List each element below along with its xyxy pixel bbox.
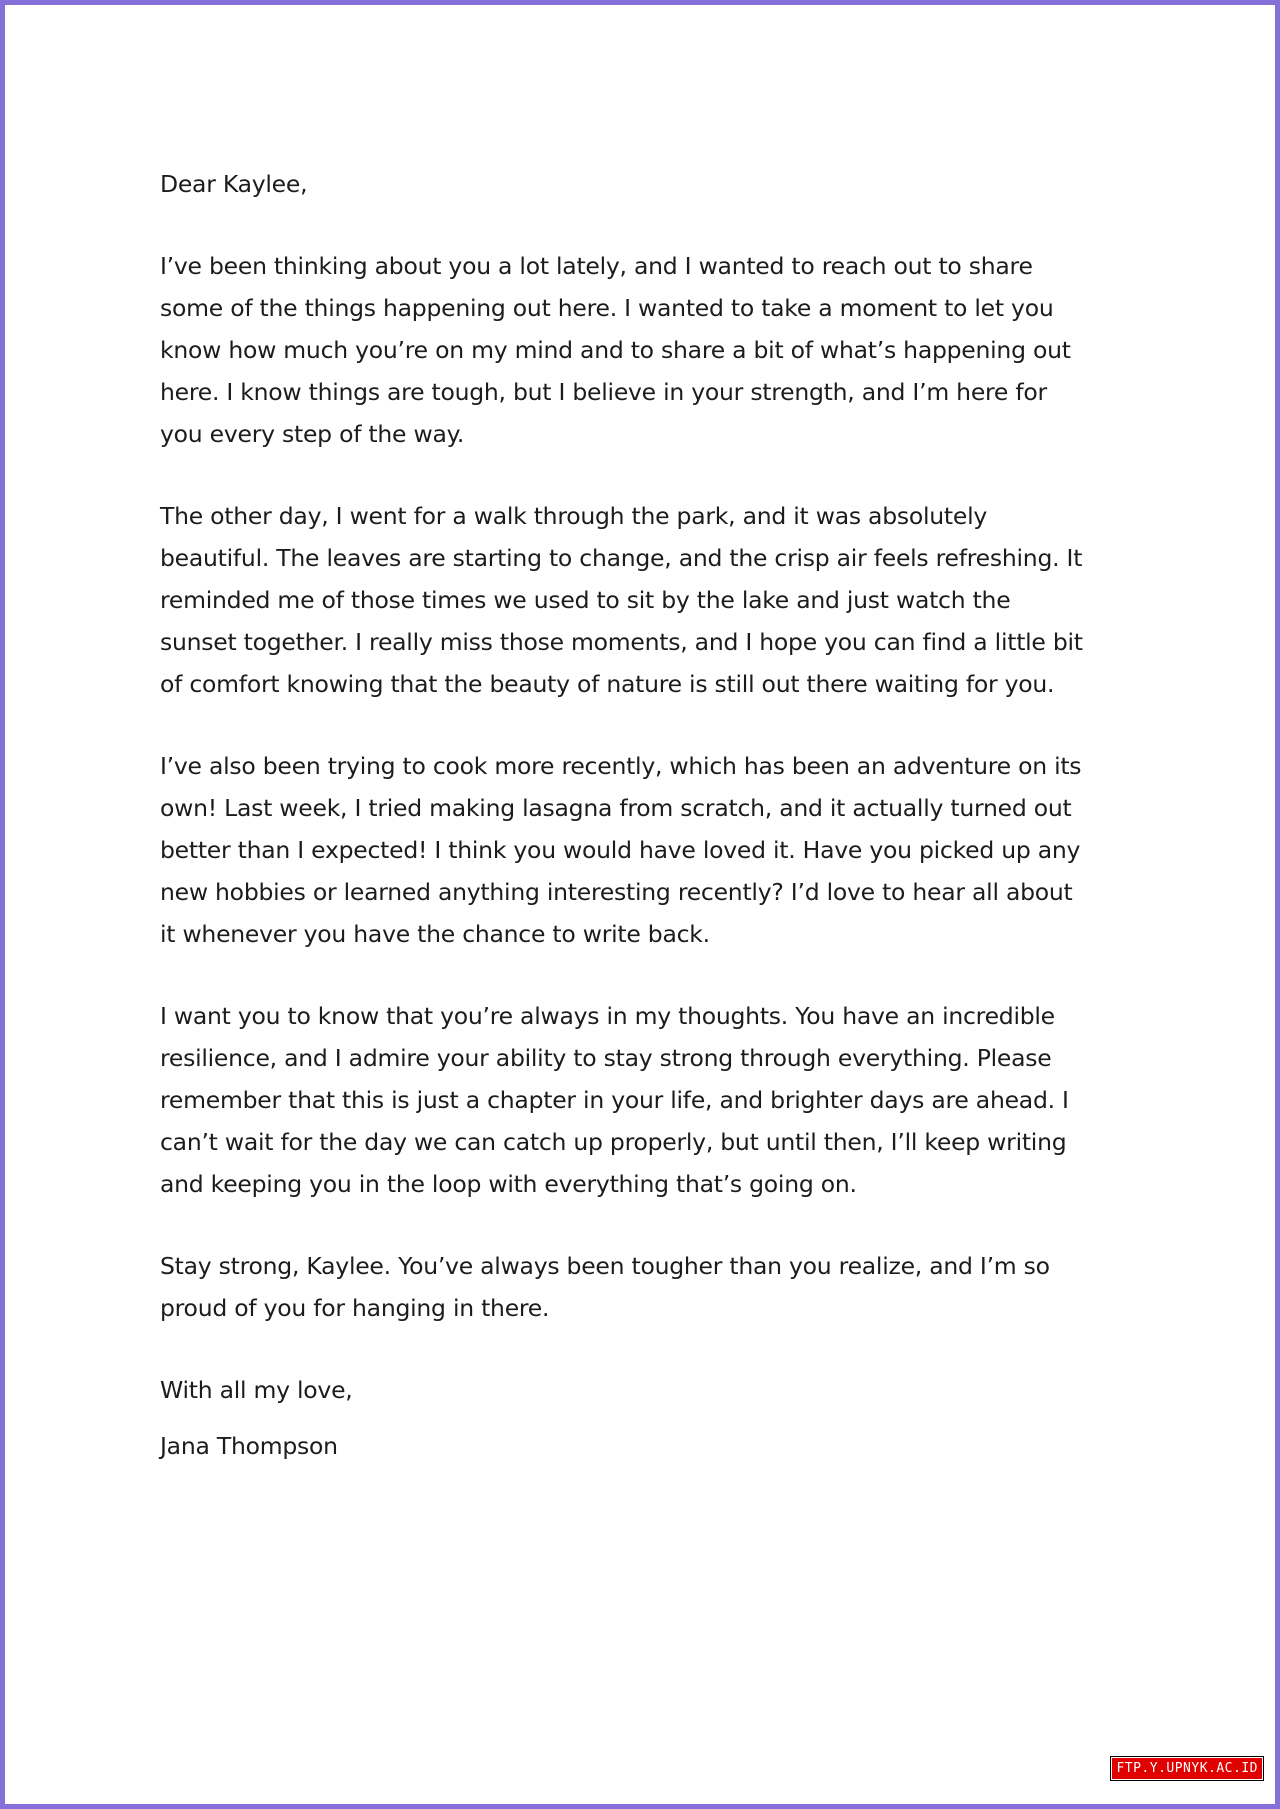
paragraph-line: can’t wait for the day we can catch up properly, but until then, I’ll keep writing [160,1128,1067,1156]
paragraph-4 [160,995,1160,1205]
paragraph-line: you every step of the way. [160,420,465,448]
paragraph-line: resilience, and I admire your ability to stay strong through everything. Please [160,1044,1052,1072]
paragraph-line: know how much you’re on my mind and to share a bit of what’s happening out [160,336,1071,364]
paragraph-line: some of the things happening out here. I wanted to take a moment to let you [160,294,1054,322]
signature-text: Jana Thompson [160,1432,338,1460]
paragraph-line: sunset together. I really miss those moments, and I hope you can find a little bit [160,628,1083,656]
paragraph-line: reminded me of those times we used to sit by the lake and just watch the [160,586,1011,614]
paragraph-line: I want you to know that you’re always in my thoughts. You have an incredible [160,1002,1055,1030]
paragraph-line: of comfort knowing that the beauty of nature is still out there waiting for you. [160,670,1055,698]
paragraph-line: I’ve been thinking about you a lot lately, and I wanted to reach out to share [160,252,1033,280]
closing [160,1369,1160,1411]
paragraph-line: The other day, I went for a walk through the park, and it was absolutely [160,502,988,530]
paragraph-line: new hobbies or learned anything interesting recently? I’d love to hear all about [160,878,1073,906]
paragraph-2 [160,495,1160,705]
paragraph-line: own! Last week, I tried making lasagna from scratch, and it actually turned out [160,794,1072,822]
letter-body [160,163,1160,1467]
watermark-badge: FTP.Y.UPNYK.AC.ID [1111,1757,1263,1780]
salutation-text: Dear Kaylee, [160,170,308,198]
paragraph-line: better than I expected! I think you would have loved it. Have you picked up any [160,836,1081,864]
paragraph-line: and keeping you in the loop with everything that’s going on. [160,1170,857,1198]
paragraph-line: remember that this is just a chapter in your life, and brighter days are ahead. I [160,1086,1069,1114]
signature [160,1425,1160,1467]
paragraph-line: here. I know things are tough, but I believe in your strength, and I’m here for [160,378,1047,406]
paragraph-1 [160,245,1160,455]
closing-text: With all my love, [160,1376,353,1404]
paragraph-line: it whenever you have the chance to write back. [160,920,710,948]
salutation [160,163,1160,205]
paragraph-3 [160,745,1160,955]
paragraph-line: proud of you for hanging in there. [160,1294,550,1322]
paragraph-line: I’ve also been trying to cook more recently, which has been an adventure on its [160,752,1082,780]
paragraph-line: beautiful. The leaves are starting to change, and the crisp air feels refreshing. It [160,544,1083,572]
paragraph-5 [160,1245,1160,1329]
paragraph-line: Stay strong, Kaylee. You’ve always been tougher than you realize, and I’m so [160,1252,1050,1280]
